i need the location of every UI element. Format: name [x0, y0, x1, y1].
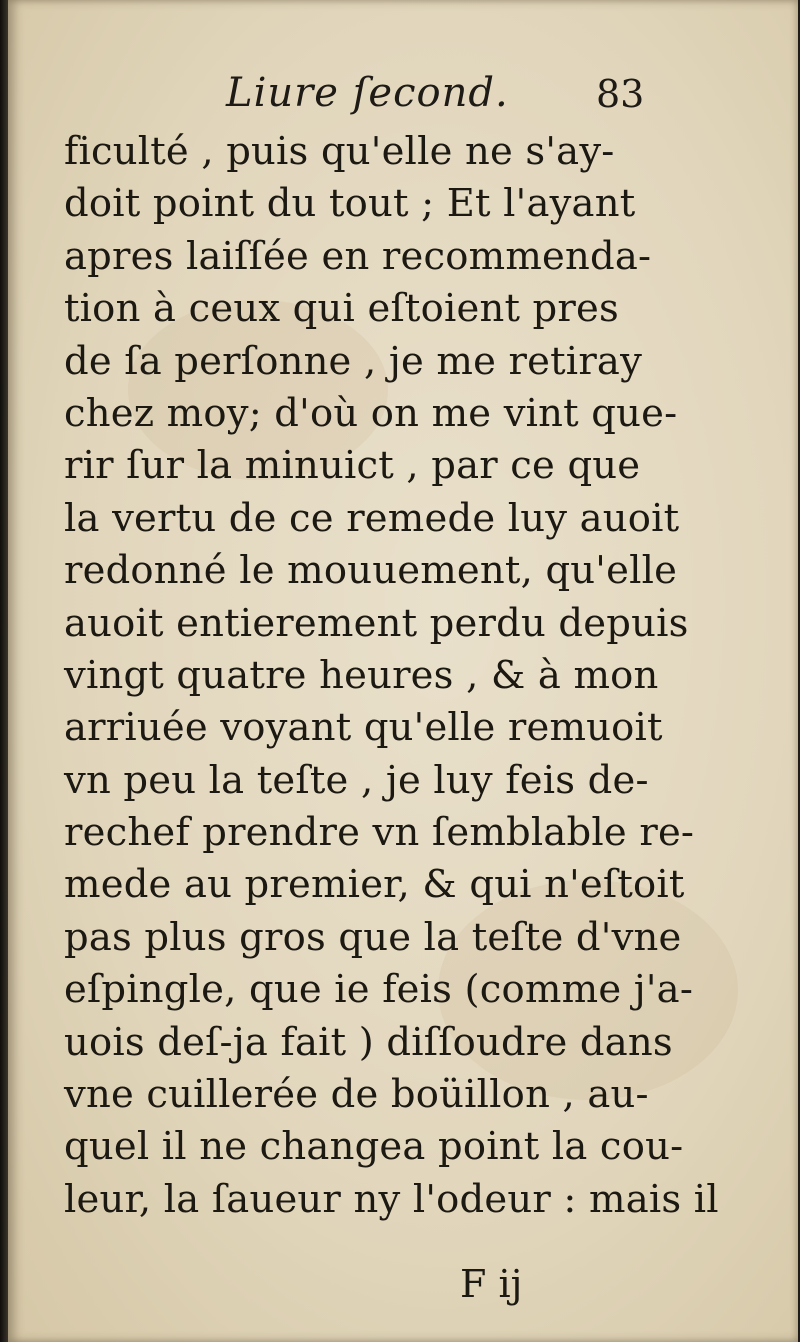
- text-line: uois deſ-ja fait ) diſſoudre dans: [64, 1019, 673, 1065]
- text-line: auoit entierement perdu depuis: [64, 600, 689, 646]
- text-line: tion à ceux qui eſtoient pres: [64, 286, 619, 332]
- text-line: doit point du tout ; Et l'ayant: [64, 181, 636, 227]
- body-text: [64, 126, 719, 1226]
- page-number: 83: [596, 72, 645, 116]
- text-line: eſpingle, que ie feis (comme j'a-: [64, 967, 694, 1013]
- text-line: pas plus gros que la teſte d'vne: [64, 914, 682, 960]
- text-line: chez moy; d'où on me vint que-: [64, 390, 678, 436]
- text-line: redonné le mouuement, qu'elle: [64, 548, 678, 594]
- text-line: rir ſur la minuict , par ce que: [64, 443, 641, 489]
- text-line: quel il ne changea point la cou-: [64, 1124, 684, 1170]
- signature-mark: F ij: [460, 1262, 523, 1306]
- running-title: Liure ſecond.: [226, 70, 509, 116]
- text-line: apres laiſſée en recommenda-: [64, 233, 652, 279]
- book-page: [8, 0, 798, 1342]
- text-line: ficulté , puis qu'elle ne s'ay-: [64, 129, 615, 174]
- book-spine-edge: [0, 0, 8, 1342]
- text-line: leur, la ſaueur ny l'odeur : mais il: [64, 1176, 719, 1222]
- text-line: vne cuillerée de boüillon , au-: [64, 1072, 649, 1118]
- text-line: vn peu la teſte , je luy feis de-: [64, 757, 649, 803]
- text-line: de ſa perſonne , je me retiray: [64, 338, 643, 384]
- text-line: vingt quatre heures , & à mon: [64, 652, 659, 698]
- text-line: mede au premier, & qui n'eſtoit: [64, 862, 685, 908]
- text-line: rechef prendre vn ſemblable re-: [64, 810, 695, 856]
- text-line: la vertu de ce remede luy auoit: [64, 495, 680, 541]
- text-line: arriuée voyant qu'elle remuoit: [64, 705, 663, 751]
- running-head: [8, 70, 798, 130]
